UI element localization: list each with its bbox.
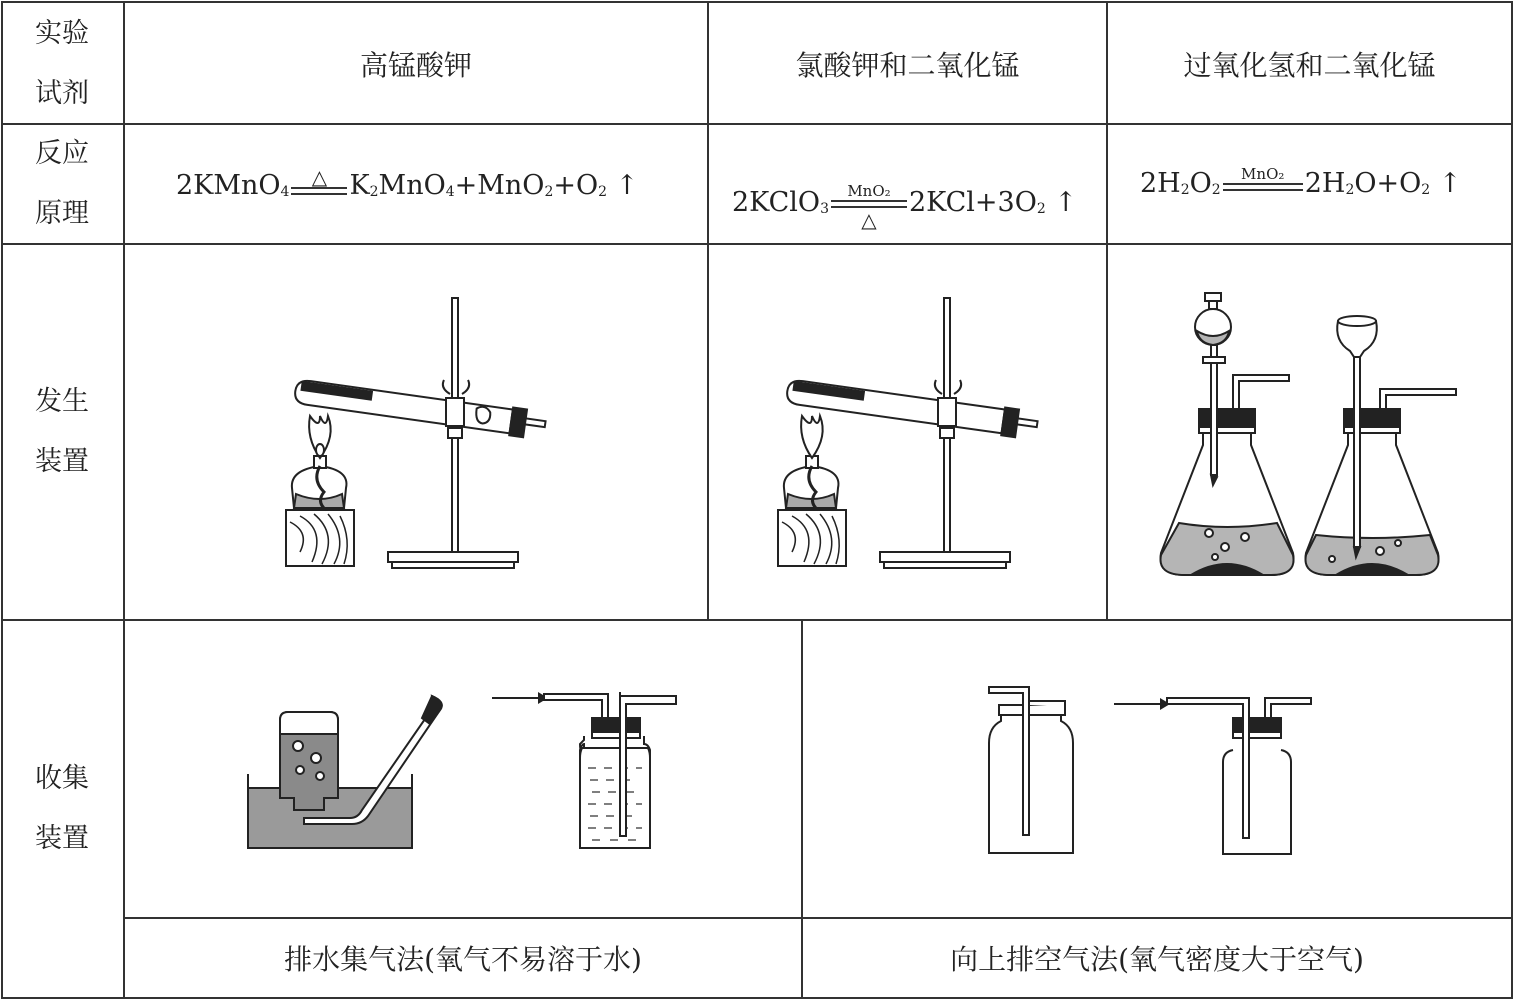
gas-bottle-upward-air-2: [1165, 688, 1315, 868]
row-header-line: 发生: [35, 386, 89, 417]
method-upward-air: 向上排空气法(氧气密度大于空气): [950, 943, 1364, 976]
heating-apparatus-kmno4: [280, 290, 580, 590]
equation-kclo3: [732, 168, 1077, 232]
reagent-h2o2: 过氧化氢和二氧化锰: [1183, 49, 1436, 82]
eq-condition: MnO₂ △: [831, 182, 907, 232]
eq-left: 2KMnO$_4$: [176, 170, 290, 201]
row-header-line: 装置: [35, 823, 89, 854]
row-header-line: 装置: [35, 446, 89, 477]
equation-h2o2: [1140, 165, 1462, 199]
row-header-line: 反应: [35, 138, 89, 169]
eq-condition: MnO₂: [1223, 165, 1303, 191]
eq-left: 2KClO$_3$: [732, 187, 829, 218]
gas-bottle-water-filled: [540, 688, 680, 858]
gas-bottle-upward-air-1: [985, 683, 1095, 863]
row-header-collector: [0, 620, 124, 998]
row-header-line: 收集: [35, 763, 89, 794]
eq-left: $2H_2O_2$: [1140, 168, 1221, 199]
equation-kmno4: [176, 165, 639, 201]
row-header-line: 试剂: [35, 78, 89, 109]
arrow-right-icon: [1112, 694, 1172, 714]
method-water-displacement: 排水集气法(氧气不易溶于水): [284, 943, 642, 976]
row-header-line: 实验: [35, 18, 89, 49]
water-displacement-trough: [244, 690, 454, 860]
eq-right: $2H_2O+O_2$ ↑: [1304, 168, 1462, 199]
row-header-reagent: [0, 4, 124, 124]
reagent-kmno4: 高锰酸钾: [359, 49, 472, 82]
eq-right: $2KCl+3O_2$ ↑: [908, 187, 1077, 218]
row-header-principle: [0, 124, 124, 244]
flask-long-neck-funnel: [1300, 285, 1460, 585]
eq-condition: △: [291, 167, 347, 195]
flask-separatory-funnel: [1155, 285, 1305, 585]
eq-right: $K_2MnO_4+MnO_2+O_2$ ↑: [349, 170, 639, 201]
row-header-line: 原理: [35, 198, 89, 229]
heating-apparatus-kclo3: [772, 290, 1072, 590]
row-header-generator: [0, 244, 124, 620]
reagent-kclo3: 氯酸钾和二氧化锰: [795, 49, 1020, 82]
